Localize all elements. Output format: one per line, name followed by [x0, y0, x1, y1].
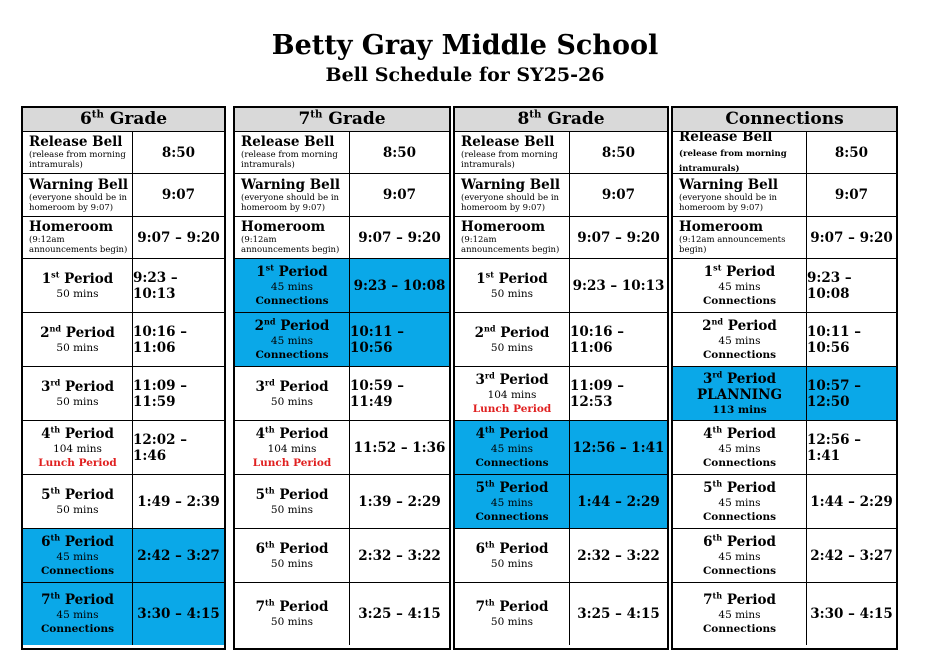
period-3-time: 10:57 – 12:50 — [807, 367, 896, 421]
period-4-label: 4th Period 104 mins Lunch Period — [235, 421, 350, 475]
period-5-time: 1:49 – 2:39 — [133, 475, 224, 529]
bell-schedule — [21, 106, 898, 650]
period-1-label: 1st Period 45 mins Connections — [673, 259, 807, 313]
grade-6-column — [21, 106, 226, 650]
connections-column — [671, 106, 898, 650]
period-5-time: 1:44 – 2:29 — [570, 475, 667, 529]
period-5-time: 1:39 – 2:29 — [350, 475, 449, 529]
period-1-label: 1st Period 45 mins Connections — [235, 259, 350, 313]
release-bell-label: Release Bell (release from morning intramurals) — [23, 132, 133, 174]
period-2-label: 2nd Period 50 mins — [23, 313, 133, 367]
period-2-label: 2nd Period 45 mins Connections — [673, 313, 807, 367]
warning-bell-label: Warning Bell (everyone should be in homeroom by 9:07) — [235, 174, 350, 217]
period-4-time: 12:02 – 1:46 — [133, 421, 224, 475]
grade-7-header: 7th Grade — [235, 108, 449, 132]
period-7-label: 7th Period 45 mins Connections — [673, 583, 807, 645]
period-2-label: 2nd Period 50 mins — [455, 313, 570, 367]
release-bell-label: Release Bell (release from morning intramurals) — [455, 132, 570, 174]
release-bell-time: 8:50 — [133, 132, 224, 174]
warning-bell-time: 9:07 — [807, 174, 896, 217]
period-7-label: 7th Period 50 mins — [455, 583, 570, 645]
period-6-time: 2:32 – 3:22 — [350, 529, 449, 583]
grade-8-column — [453, 106, 669, 650]
period-6-label: 6th Period 50 mins — [235, 529, 350, 583]
warning-bell-label: Warning Bell (everyone should be in homeroom by 9:07) — [455, 174, 570, 217]
warning-bell-time: 9:07 — [350, 174, 449, 217]
warning-bell-time: 9:07 — [133, 174, 224, 217]
warning-bell-time: 9:07 — [570, 174, 667, 217]
release-bell-label: Release Bell (release from morning intramurals) — [673, 132, 807, 174]
grade-7-column — [233, 106, 451, 650]
release-bell-time: 8:50 — [807, 132, 896, 174]
period-7-time: 3:30 – 4:15 — [810, 606, 893, 622]
homeroom-label: Homeroom (9:12am announcements begin) — [673, 217, 807, 259]
homeroom-label: Homeroom (9:12am announcements begin) — [235, 217, 350, 259]
period-3-label: 3rd Period 50 mins — [235, 367, 350, 421]
period-5-label: 5th Period 45 mins Connections — [455, 475, 570, 529]
homeroom-label: Homeroom (9:12am announcements begin) — [23, 217, 133, 259]
grade-6-header: 6th Grade — [23, 108, 224, 132]
period-7-label: 7th Period 45 mins Connections — [23, 583, 133, 645]
period-5-label: 5th Period 45 mins Connections — [673, 475, 807, 529]
period-7-time: 3:30 – 4:15 — [133, 583, 224, 645]
homeroom-time: 9:07 – 9:20 — [133, 217, 224, 259]
homeroom-label: Homeroom (9:12am announcements begin) — [455, 217, 570, 259]
period-6-time: 2:32 – 3:22 — [570, 529, 667, 583]
warning-bell-label: Warning Bell (everyone should be in homeroom by 9:07) — [23, 174, 133, 217]
period-3-label: 3rd Period PLANNING 113 mins — [673, 367, 807, 421]
period-4-label: 4th Period 104 mins Lunch Period — [23, 421, 133, 475]
period-4-time: 11:52 – 1:36 — [350, 421, 449, 475]
period-2-label: 2nd Period 45 mins Connections — [235, 313, 350, 367]
period-4-time: 12:56 – 1:41 — [807, 421, 896, 475]
connections-header: Connections — [673, 108, 896, 132]
period-5-label: 5th Period 50 mins — [23, 475, 133, 529]
period-6-label: 6th Period 45 mins Connections — [673, 529, 807, 583]
period-6-time: 2:42 – 3:27 — [133, 529, 224, 583]
period-6-label: 6th Period 50 mins — [455, 529, 570, 583]
period-1-label: 1st Period 50 mins — [455, 259, 570, 313]
period-1-time: 9:23 – 10:08 — [807, 259, 896, 313]
school-title: Betty Gray Middle School — [271, 30, 659, 61]
period-4-time: 12:56 – 1:41 — [570, 421, 667, 475]
homeroom-time: 9:07 – 9:20 — [807, 217, 896, 259]
period-3-time: 11:09 – 12:53 — [570, 367, 667, 421]
release-bell-time: 8:50 — [350, 132, 449, 174]
homeroom-time: 9:07 – 9:20 — [570, 217, 667, 259]
release-bell-label: Release Bell (release from morning intramurals) — [235, 132, 350, 174]
schedule-subtitle: Bell Schedule for SY25-26 — [325, 64, 605, 86]
period-5-label: 5th Period 50 mins — [235, 475, 350, 529]
homeroom-time: 9:07 – 9:20 — [350, 217, 449, 259]
period-2-time: 10:16 – 11:06 — [133, 313, 224, 367]
period-7-label: 7th Period 50 mins — [235, 583, 350, 645]
period-2-time: 10:11 – 10:56 — [807, 313, 896, 367]
period-3-label: 3rd Period 104 mins Lunch Period — [455, 367, 570, 421]
period-4-label: 4th Period 45 mins Connections — [455, 421, 570, 475]
period-7-time: 3:25 – 4:15 — [358, 606, 441, 622]
period-5-time: 1:44 – 2:29 — [807, 475, 896, 529]
period-1-label: 1st Period 50 mins — [23, 259, 133, 313]
period-1-time: 9:23 – 10:08 — [350, 259, 449, 313]
warning-bell-label: Warning Bell (everyone should be in homeroom by 9:07) — [673, 174, 807, 217]
period-6-time: 2:42 – 3:27 — [807, 529, 896, 583]
release-bell-time: 8:50 — [570, 132, 667, 174]
period-1-time: 9:23 – 10:13 — [133, 259, 224, 313]
period-7-time: 3:25 – 4:15 — [577, 606, 660, 622]
period-6-label: 6th Period 45 mins Connections — [23, 529, 133, 583]
period-1-time: 9:23 – 10:13 — [570, 259, 667, 313]
period-2-time: 10:16 – 11:06 — [570, 313, 667, 367]
period-3-time: 10:59 – 11:49 — [350, 367, 449, 421]
period-3-label: 3rd Period 50 mins — [23, 367, 133, 421]
period-3-time: 11:09 – 11:59 — [133, 367, 224, 421]
grade-8-header: 8th Grade — [455, 108, 667, 132]
period-2-time: 10:11 – 10:56 — [350, 313, 449, 367]
period-4-label: 4th Period 45 mins Connections — [673, 421, 807, 475]
